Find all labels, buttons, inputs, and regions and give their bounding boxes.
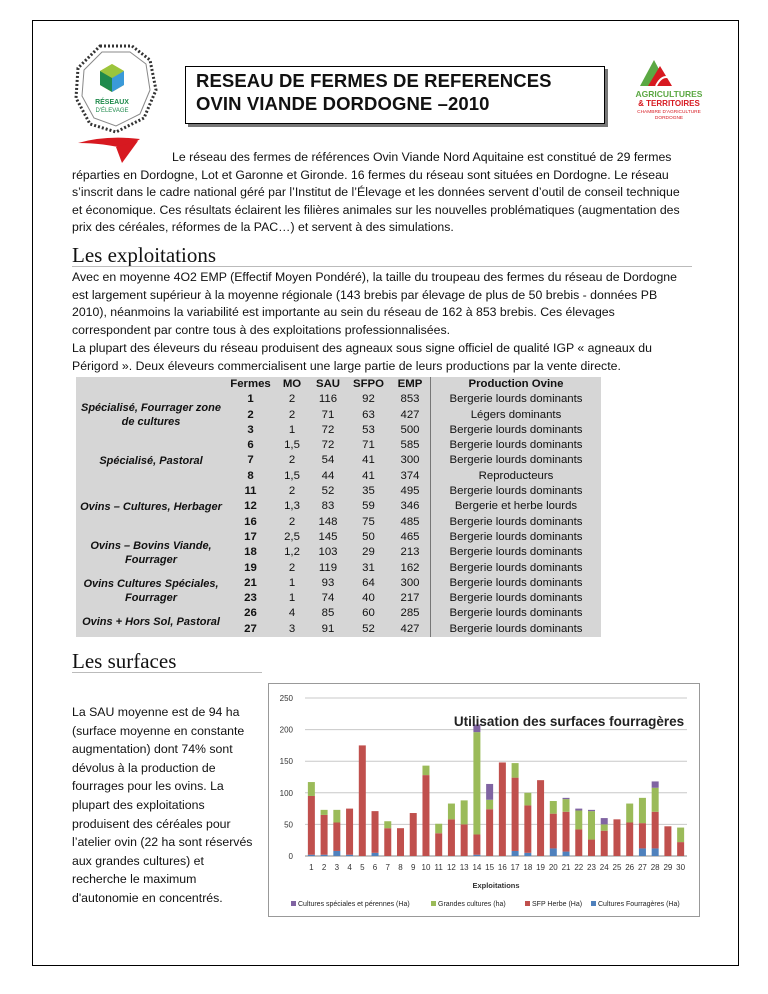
table-cell: 71 [362, 439, 375, 452]
bar-segment [575, 829, 582, 856]
bar-segment [563, 798, 570, 799]
bar-segment [626, 823, 633, 856]
svg-text:CHAMBRE D'AGRICULTURE: CHAMBRE D'AGRICULTURE [637, 110, 701, 115]
table-cell: 18 [244, 546, 257, 559]
x-tick-label: 17 [510, 863, 520, 872]
table-row [76, 392, 601, 407]
table-cell: 103 [318, 546, 338, 559]
table-cell: 217 [400, 592, 420, 605]
table-cell: Bergerie lourds dominants [431, 591, 602, 606]
table-cell: Bergerie lourds dominants [431, 606, 602, 621]
legend-label: Cultures Fourragères (Ha) [598, 901, 680, 908]
exploitations-paragraph-1: Avec en moyenne 4O2 EMP (Effectif Moyen Pondéré), la taille du troupeau des fermes du réseau de Dordogne est largement supérieur à la moyenne régionale (143 brebis par élevage de plus de 50 brebis - données PB 2010), néanmoins la variabilité est importante au sein du réseau de 162 à 853 brebis. Ces élevages correspondent par contre tous à des exploitations professionnalisées. [72, 270, 677, 337]
bar-segment [588, 840, 595, 856]
table-cell: Bergerie lourds dominants [431, 438, 602, 453]
table-header: Fermes [230, 378, 271, 390]
table-cell: 12 [244, 500, 257, 513]
table-cell: 300 [400, 454, 420, 467]
bar-segment [550, 814, 557, 849]
bar-segment [524, 805, 531, 852]
x-tick-label: 18 [523, 863, 533, 872]
x-tick-label: 16 [497, 863, 507, 872]
table-cell: 2 [247, 408, 254, 421]
table-cell: 1 [247, 393, 254, 406]
x-tick-label: 22 [574, 863, 584, 872]
reseaux-elevage-logo [72, 42, 158, 134]
bar-segment [639, 798, 646, 823]
x-tick-label: 20 [548, 863, 558, 872]
section-title-exploitations: Les exploitations [72, 243, 217, 267]
x-tick-label: 4 [347, 863, 352, 872]
farm-group-label: Ovins + Hors Sol, Pastoral [82, 615, 220, 628]
table-cell: 1 [288, 423, 296, 436]
table-row [76, 530, 601, 545]
y-tick-label: 150 [279, 757, 293, 767]
table-cell: 116 [318, 393, 338, 406]
table-cell: 162 [400, 561, 420, 574]
x-tick-label: 8 [398, 863, 403, 872]
table-cell: 63 [362, 408, 375, 421]
legend-swatch [525, 901, 530, 906]
table-cell: 2 [288, 408, 296, 421]
table-cell: 50 [362, 530, 375, 543]
title-line1: RESEAU DE FERMES DE REFERENCES [196, 70, 552, 91]
table-cell: 427 [400, 408, 420, 421]
x-tick-label: 24 [599, 863, 609, 872]
table-cell: Bergerie lourds dominants [431, 453, 602, 468]
table-header-group [76, 377, 226, 392]
x-tick-label: 7 [385, 863, 390, 872]
table-cell: 83 [321, 500, 335, 513]
bar-segment [384, 821, 391, 828]
bar-segment [512, 851, 519, 856]
bar-segment [563, 812, 570, 852]
legend-swatch [291, 901, 296, 906]
svg-text:& TERRITOIRES: & TERRITOIRES [638, 99, 700, 108]
table-cell: 72 [321, 423, 335, 436]
svg-text:DORDOGNE: DORDOGNE [654, 116, 684, 121]
table-cell: 8 [247, 469, 254, 482]
table-cell: Bergerie lourds dominants [431, 576, 602, 591]
table-header-row [76, 377, 601, 392]
table-cell: 1,5 [284, 439, 300, 452]
bar-segment [588, 810, 595, 811]
table-cell: 17 [244, 530, 257, 543]
table-cell: 60 [362, 607, 375, 620]
table-cell: 285 [400, 607, 420, 620]
bar-segment [664, 826, 671, 856]
bar-segment [575, 810, 582, 829]
x-tick-label: 14 [472, 863, 482, 872]
table-cell: 1 [288, 592, 296, 605]
table-cell: 21 [244, 576, 257, 589]
table-cell: Légers dominants [431, 408, 602, 423]
table-cell: 346 [400, 500, 420, 513]
table-header: EMP [397, 378, 423, 390]
table-cell: 853 [400, 393, 420, 406]
bar-segment [333, 823, 340, 851]
table-cell: 72 [321, 439, 335, 452]
bar-segment [435, 833, 442, 856]
bar-segment [321, 855, 328, 856]
bar-segment [524, 853, 531, 856]
farm-group-label: Ovins – Cultures, Herbager [80, 501, 222, 514]
x-tick-label: 1 [309, 863, 314, 872]
table-cell: 585 [400, 439, 420, 452]
x-tick-label: 30 [676, 863, 686, 872]
bar-segment [473, 732, 480, 834]
bar-segment [308, 855, 315, 856]
section-title-surfaces: Les surfaces [72, 649, 177, 673]
table-cell: 148 [318, 515, 338, 528]
x-tick-label: 5 [360, 863, 365, 872]
table-cell: 75 [362, 515, 375, 528]
bar-segment [652, 781, 659, 787]
table-cell: 23 [244, 592, 257, 605]
table-cell: 53 [362, 423, 375, 436]
table-cell: 145 [318, 530, 338, 543]
bar-segment [575, 809, 582, 811]
table-row [76, 606, 601, 621]
bar-segment [422, 775, 429, 856]
table-cell: Bergerie lourds dominants [431, 622, 602, 637]
svg-text:RÉSEAUX: RÉSEAUX [95, 99, 129, 106]
bar-segment [422, 766, 429, 775]
y-tick-label: 200 [279, 725, 293, 735]
table-cell: 26 [244, 607, 257, 620]
chart-title: Utilisation des surfaces fourragères [453, 714, 685, 729]
title-line2: OVIN VIANDE DORDOGNE –2010 [196, 93, 490, 114]
table-cell: 3 [247, 423, 254, 436]
table-cell: 300 [400, 576, 420, 589]
table-cell: 91 [321, 622, 335, 635]
bar-segment [563, 852, 570, 856]
table-cell: 6 [247, 439, 254, 452]
bar-segment [499, 762, 506, 856]
bar-segment [486, 809, 493, 856]
farm-group-label: Spécialisé, Fourrager zone de cultures [81, 402, 221, 429]
bar-segment [588, 811, 595, 839]
bar-segment [372, 853, 379, 856]
table-cell: 1,2 [284, 546, 300, 559]
table-cell: 213 [400, 546, 420, 559]
x-axis-label: Exploitations [472, 881, 520, 890]
bar-segment [652, 788, 659, 812]
bar-segment [563, 799, 570, 812]
x-tick-label: 26 [625, 863, 635, 872]
table-cell: 19 [244, 561, 257, 574]
bar-segment [333, 810, 340, 823]
bar-segment [626, 804, 633, 823]
x-tick-label: 13 [459, 863, 469, 872]
table-cell: 44 [321, 469, 335, 482]
x-tick-label: 21 [561, 863, 571, 872]
farms-table [76, 377, 601, 637]
bar-segment [308, 782, 315, 796]
svg-text:AGRICULTURES: AGRICULTURES [635, 89, 703, 99]
bar-segment [486, 784, 493, 800]
table-cell: 2 [288, 454, 296, 467]
bar-segment [601, 824, 608, 830]
legend-label: Cultures spéciales et pérennes (Ha) [298, 901, 410, 908]
x-tick-label: 12 [446, 863, 456, 872]
table-header: Production Ovine [431, 377, 602, 392]
table-cell: 85 [321, 607, 335, 620]
y-tick-label: 0 [288, 852, 293, 861]
bar-segment [448, 804, 455, 820]
table-cell: 52 [321, 485, 335, 498]
table-cell: Bergerie lourds dominants [431, 423, 602, 438]
table-header: MO [282, 378, 302, 390]
table-cell: 2,5 [284, 530, 300, 543]
table-cell: 29 [362, 546, 375, 559]
section-rule [72, 672, 262, 673]
surfaces-chart-svg [269, 684, 699, 916]
bar-segment [359, 745, 366, 856]
table-cell: 54 [321, 454, 335, 467]
chambre-agriculture-logo [626, 56, 712, 126]
y-tick-label: 250 [279, 694, 293, 703]
table-cell: 7 [247, 454, 254, 467]
table-cell: 93 [321, 576, 335, 589]
table-cell: 427 [400, 622, 420, 635]
y-tick-label: 100 [279, 788, 293, 798]
x-tick-label: 3 [334, 863, 340, 872]
bar-segment [372, 811, 379, 853]
legend-swatch [591, 901, 596, 906]
table-cell: 64 [362, 576, 375, 589]
x-tick-label: 25 [612, 863, 622, 872]
x-tick-label: 15 [485, 863, 495, 872]
table-header: SFPO [352, 378, 384, 390]
bar-segment [550, 801, 557, 814]
svg-text:D'ÉLEVAGE: D'ÉLEVAGE [95, 108, 129, 114]
surfaces-chart [268, 683, 700, 917]
bar-segment [321, 815, 328, 855]
legend-label: Grandes cultures (ha) [438, 901, 506, 908]
table-cell: 2 [288, 393, 296, 406]
x-tick-label: 23 [587, 863, 596, 872]
table-cell: 119 [318, 561, 338, 574]
table-cell: 1,5 [284, 469, 300, 482]
intro-paragraph: Le réseau des fermes de références Ovin Viande Nord Aquitaine est constitué de 29 fermes réparties en Dordogne, Lot et Garonne et Gironde. 16 fermes du réseau sont situées en Dordogne. Le réseau s’inscrit dans le cadre national géré par l’Institut de l’Élevage et les données servent d’outil de conseil technique et économique. Ces résultats éclairent les filières animales sur les nouvelles problématiques (augmentation des prix des céréales, réformes de la PAC…) et servent à des simulations. [72, 150, 680, 235]
legend-swatch [431, 901, 436, 906]
surfaces-paragraph: La SAU moyenne est de 94 ha (surface moyenne en constante augmentation) dont 74% sont dévolus à la production de fourrages pour les ovins. La plupart des exploitations produisent des céréales pour l’atelier ovin (22 ha sont réservés aux grandes cultures) et recherche le maximum d'autonomie en concentrés. [72, 705, 253, 905]
table-cell: 500 [400, 423, 420, 436]
x-tick-label: 9 [411, 863, 416, 872]
x-tick-label: 10 [421, 863, 431, 872]
table-cell: 92 [362, 393, 375, 406]
x-tick-label: 29 [663, 863, 673, 872]
bar-segment [512, 763, 519, 778]
table-cell: Bergerie lourds dominants [431, 484, 602, 499]
x-tick-label: 19 [536, 863, 546, 872]
table-cell: 1,3 [284, 500, 300, 513]
bar-segment [410, 813, 417, 856]
table-row [76, 438, 601, 453]
legend-label: SFP Herbe (Ha) [532, 901, 583, 908]
bar-segment [601, 831, 608, 856]
table-cell: 2 [288, 515, 296, 528]
x-tick-label: 2 [321, 863, 327, 872]
bar-segment [397, 828, 404, 856]
table-cell: Bergerie lourds dominants [431, 545, 602, 560]
table-cell: 4 [288, 607, 296, 620]
table-cell: 41 [362, 454, 375, 467]
bar-segment [486, 800, 493, 809]
table-cell: 52 [362, 622, 375, 635]
table-cell: 11 [244, 485, 257, 498]
table-header: SAU [315, 378, 341, 390]
table-cell: 27 [244, 622, 257, 635]
farm-group-label: Spécialisé, Pastoral [99, 455, 203, 468]
table-cell: Bergerie lourds dominants [431, 561, 602, 576]
table-cell: 59 [362, 500, 375, 513]
y-tick-label: 50 [284, 820, 293, 830]
table-cell: Bergerie lourds dominants [431, 530, 602, 545]
bar-segment [461, 800, 468, 824]
table-cell: 374 [400, 469, 420, 482]
table-cell: Bergerie lourds dominants [431, 392, 602, 407]
table-cell: Bergerie et herbe lourds [431, 499, 602, 514]
bar-segment [639, 823, 646, 848]
table-cell: 71 [321, 408, 335, 421]
title-box [185, 66, 605, 124]
table-cell: 41 [362, 469, 375, 482]
table-cell: 485 [400, 515, 420, 528]
bar-segment [473, 835, 480, 855]
table-cell: 35 [362, 485, 375, 498]
table-cell: 1 [288, 576, 296, 589]
bar-segment [308, 796, 315, 855]
table-cell: 2 [288, 561, 296, 574]
x-tick-label: 6 [372, 863, 378, 872]
bar-segment [333, 851, 340, 856]
farm-group-label: Ovins Cultures Spéciales, Fourrager [83, 578, 219, 605]
x-tick-label: 11 [434, 863, 443, 872]
bar-segment [613, 819, 620, 856]
bar-segment [435, 824, 442, 833]
table-cell: 495 [400, 485, 420, 498]
table-cell: 74 [321, 592, 335, 605]
x-tick-label: 27 [637, 863, 647, 872]
table-cell: Bergerie lourds dominants [431, 515, 602, 530]
section-rule [72, 266, 692, 267]
farm-group-label: Ovins – Bovins Viande, Fourrager [90, 539, 212, 566]
table-cell: 31 [362, 561, 375, 574]
bar-segment [346, 809, 353, 855]
table-cell: 16 [244, 515, 257, 528]
bar-segment [677, 828, 684, 843]
bar-segment [537, 780, 544, 856]
table-cell: 3 [288, 622, 296, 635]
exploitations-paragraph-2: La plupart des éleveurs du réseau produisent des agneaux sous signe officiel de qualité IGP « agneaux du Périgord ». Deux éleveurs commercialisent une large partie de leurs productions par la vente directe. [72, 341, 652, 373]
bar-segment [677, 842, 684, 856]
bar-segment [601, 818, 608, 824]
table-row [76, 484, 601, 499]
bar-segment [346, 855, 353, 856]
table-cell: 465 [400, 530, 420, 543]
bar-segment [321, 810, 328, 815]
bar-segment [473, 855, 480, 856]
bar-segment [524, 793, 531, 806]
bar-segment [384, 828, 391, 856]
bar-segment [639, 848, 646, 856]
table-cell: Reproducteurs [431, 469, 602, 484]
table-cell: 2 [288, 485, 296, 498]
bar-segment [512, 778, 519, 851]
bar-segment [652, 848, 659, 856]
bar-segment [448, 819, 455, 856]
bar-segment [652, 812, 659, 849]
x-tick-label: 28 [650, 863, 660, 872]
bar-segment [550, 848, 557, 856]
table-row [76, 576, 601, 591]
table-cell: 40 [362, 592, 375, 605]
bar-segment [461, 824, 468, 856]
